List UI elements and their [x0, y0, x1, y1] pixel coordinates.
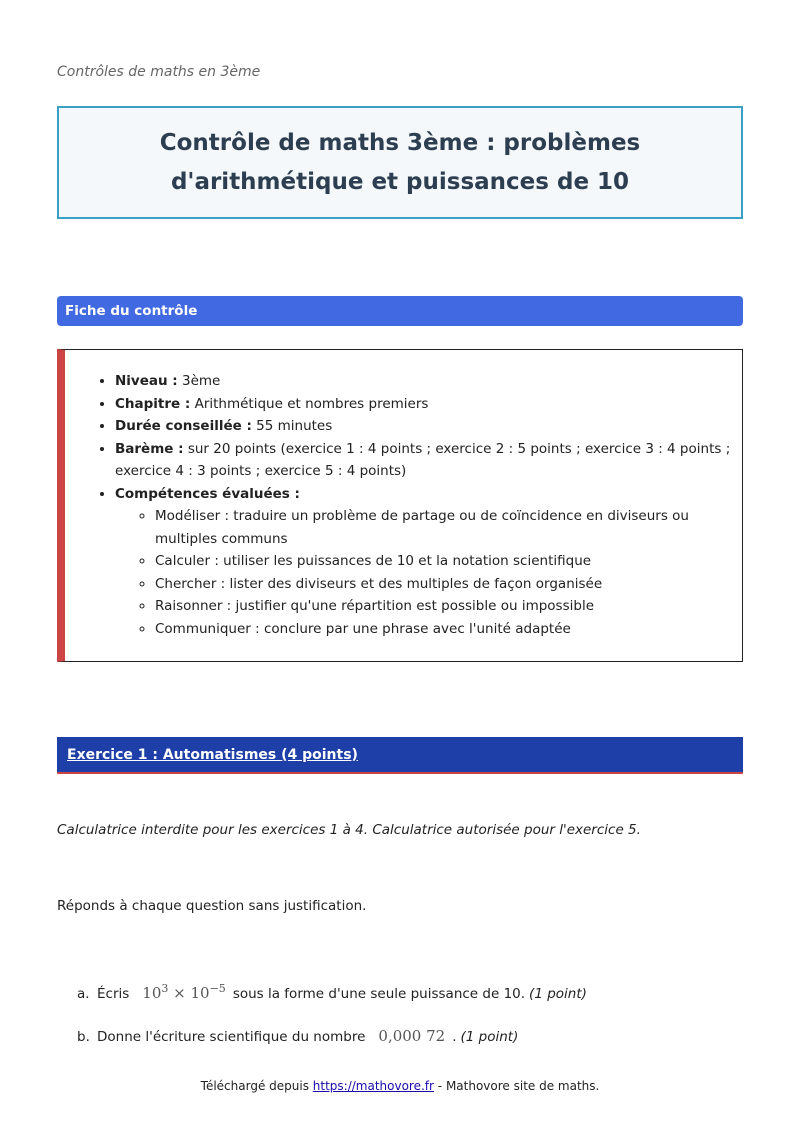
list-item-chapitre: [115, 393, 735, 416]
breadcrumb[interactable]: Contrôles de maths en 3ème: [57, 64, 261, 80]
competences-list: [115, 505, 735, 640]
duree-label: Durée conseillée :: [115, 418, 252, 434]
fiche-list: [115, 370, 735, 640]
niveau-label: Niveau :: [115, 373, 178, 389]
question-text-after: sous la forme d'une seule puissance de 10.: [232, 986, 526, 1002]
question-letter: b.: [77, 1029, 90, 1045]
math-exponent: 3: [161, 982, 169, 995]
points-label: (1 point): [460, 1029, 519, 1045]
competences-label: Compétences évaluées :: [115, 485, 300, 502]
list-item-duree: [115, 415, 735, 438]
chapitre-label: Chapitre :: [115, 395, 191, 412]
points-label: (1 point): [529, 986, 587, 1002]
calculator-note: Calculatrice interdite pour les exercices 1 à 4. Calculatrice autorisée pour l'exercice 5.: [57, 822, 641, 838]
bareme-value: sur 20 points (exercice 1 : 4 points ; exercice 2 : 5 points ; exercice 3 : 4 points ; exercice 4 : 3 points ; exercice 5 : 4 points): [115, 440, 731, 479]
question-text-before: Donne l'écriture scientifique du nombre: [97, 1029, 366, 1045]
instruction-text: Réponds à chaque question sans justification.: [57, 898, 367, 914]
chapitre-value: Arithmétique et nombres premiers: [194, 395, 429, 412]
question-a: [77, 982, 587, 1002]
fiche-header: Fiche du contrôle: [57, 296, 743, 326]
math-exponent: −5: [209, 982, 226, 995]
footer: [0, 1079, 800, 1093]
list-item-niveau: [115, 370, 735, 393]
exercise-1-title[interactable]: Exercice 1 : Automatismes (4 points): [67, 747, 358, 763]
niveau-value: 3ème: [182, 373, 221, 389]
question-b: [77, 1027, 518, 1045]
competence-item: ◦ Calculer : utiliser les puissances de 10 et la notation scientifique: [155, 550, 735, 573]
list-item-bareme: [115, 438, 735, 483]
bareme-label: Barème :: [115, 440, 184, 457]
exercise-1-header[interactable]: [57, 737, 743, 774]
duree-value: 55 minutes: [256, 418, 333, 434]
competence-item: ◦ Chercher : lister des diviseurs et des multiples de façon organisée: [155, 573, 735, 596]
fiche-box: [57, 349, 743, 662]
question-text-after: .: [452, 1029, 457, 1045]
math-base: 10: [142, 984, 162, 1002]
question-text-before: Écris: [97, 986, 130, 1002]
competence-item: ◦ Modéliser : traduire un problème de partage ou de coïncidence en diviseurs ou multiples communs: [155, 505, 735, 550]
footer-link[interactable]: https://mathovore.fr: [312, 1079, 434, 1093]
math-operator: ×: [168, 984, 191, 1002]
footer-suffix: - Mathovore site de maths.: [437, 1079, 600, 1093]
competence-item: ◦ Raisonner : justifier qu'une répartition est possible ou impossible: [155, 595, 735, 618]
title-box: [57, 106, 743, 219]
competence-item: ◦ Communiquer : conclure par une phrase avec l'unité adaptée: [155, 618, 735, 641]
list-item-competences: [115, 483, 735, 641]
math-number: 0,000 72: [378, 1027, 446, 1045]
footer-prefix: Téléchargé depuis: [200, 1079, 309, 1093]
math-expression: [142, 982, 226, 1002]
math-base: 10: [190, 984, 210, 1002]
question-letter: a.: [77, 986, 90, 1002]
page-title: Contrôle de maths 3ème : problèmes d'arithmétique et puissances de 10: [159, 129, 641, 195]
